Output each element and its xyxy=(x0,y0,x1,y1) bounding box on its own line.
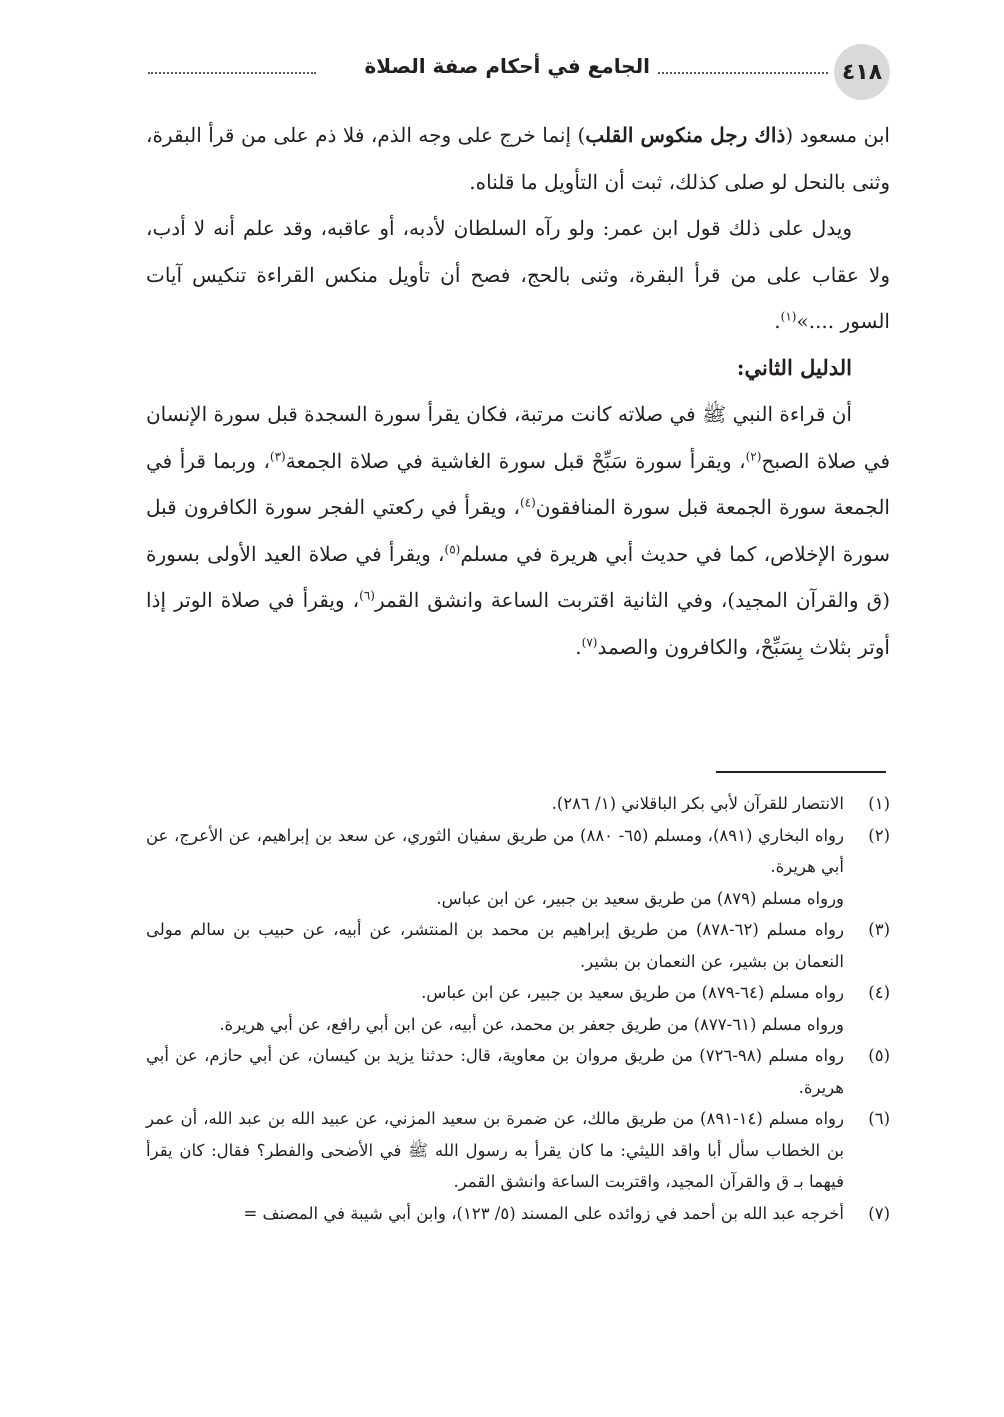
paragraph-3-end: . xyxy=(575,634,582,659)
paragraph-3-part-a: أن قراءة النبي ﷺ في صلاته كانت مرتبة، فكان يقرأ سورة السجدة قبل سورة الإنسان في صلاة الصبح xyxy=(145,402,891,473)
footnote-number: (٧) xyxy=(868,1203,890,1223)
footnote xyxy=(146,977,890,1009)
footnote-number: (٣) xyxy=(868,920,890,939)
page-header xyxy=(145,44,890,104)
footnote-separator xyxy=(716,771,886,773)
paragraph-3-part-c: ، وربما قرأ في الجمعة سورة الجمعة قبل سورة المنافقون xyxy=(146,448,890,519)
footnote xyxy=(146,820,890,883)
footnote-number: (٢) xyxy=(868,825,890,845)
paragraph-2 xyxy=(146,205,890,345)
footnote-ref-3: (٣) xyxy=(269,448,286,463)
quoted-phrase: ذاك رجل منكوس القلب xyxy=(585,123,786,147)
main-text xyxy=(146,112,890,670)
footnote-text: أخرجه عبد الله بن أحمد في زوائده على المسند (٥/ ١٢٣)، وابن أبي شيبة في المصنف = xyxy=(243,1203,844,1223)
paragraph-3 xyxy=(146,391,890,670)
footnote xyxy=(146,1198,890,1230)
paragraph-3-part-d: ، ويقرأ في ركعتي الفجر سورة الكافرون قبل سورة الإخلاص، كما في حديث أبي هريرة في مسلم xyxy=(146,495,890,566)
page-number: ٤١٨ xyxy=(834,44,890,100)
footnote-text: رواه مسلم (٩٨-٧٢٦) من طريق مروان بن معاوية، قال: حدثنا يزيد بن كيسان، عن أبي حازم، عن أبي هريرة. xyxy=(146,1046,844,1097)
footnote-number: (٦) xyxy=(868,1109,890,1128)
footnote xyxy=(146,1040,890,1103)
footnote-text: رواه مسلم (٦٢-٨٧٨) من طريق إبراهيم بن محمد بن المنتشر، عن أبيه، عن حبيب بن سالم مولى النعمان بن بشير، عن النعمان بن بشير. xyxy=(146,920,844,971)
footnote-ref-1: (١) xyxy=(780,309,797,324)
footnote xyxy=(146,788,890,820)
footnote-ref-6: (٦) xyxy=(359,588,375,603)
paragraph-3-part-b: ، ويقرأ سورة سَبِّحْ قبل سورة الغاشية في صلاة الجمعة xyxy=(285,448,746,473)
footnote-ref-4: (٤) xyxy=(519,495,536,510)
footnote-text: الانتصار للقرآن لأبي بكر الباقلاني (١/ ٢٨٦). xyxy=(551,794,844,813)
footnote-number: (٤) xyxy=(868,983,890,1002)
paragraph-2-text: ويدل على ذلك قول ابن عمر: ولو رآه السلطان لأدبه، أو عاقبه، وقد علم أنه لا أدب، ولا عقاب على من قرأ البقرة، وثنى بالحج، فصح أن تأويل منكس القراءة تنكيس آيات السور ....» xyxy=(146,216,890,333)
footnote-ref-5: (٥) xyxy=(444,541,461,556)
footnote-number: (٥) xyxy=(868,1046,890,1065)
footnotes xyxy=(146,788,890,1229)
footnote-text: رواه البخاري (٨٩١)، ومسلم (٦٥- ٨٨٠) من طريق سفيان الثوري، عن سعد بن إبراهيم، عن الأعرج، عن أبي هريرة. xyxy=(146,825,844,876)
paragraph-1-start: ابن مسعود ( xyxy=(785,123,890,147)
header-dotted-rule-left xyxy=(148,72,316,74)
footnote xyxy=(146,1103,890,1198)
paragraph-3-part-f: ، ويقرأ في صلاة الوتر إذا أوتر بثلاث بِسَبِّحْ، والكافرون والصمد xyxy=(146,588,890,659)
footnote-continuation: ورواه مسلم (٨٧٩) من طريق سعيد بن جبير، عن ابن عباس. xyxy=(436,888,844,908)
footnote-text: رواه مسلم (١٤-٨٩١) من طريق مالك، عن ضمرة بن سعيد المزني، عن عبيد الله بن عبد الله، أن عمر بن الخطاب سأل أبا واقد الليثي: ما كان يقرأ به رسول الله ﷺ في الأضحى والفطر؟ فقال: كان يقرأ فيهما بـ ق والقرآن المجيد، واقتربت الساعة وانشق القمر. xyxy=(146,1109,844,1191)
footnote-number: (١) xyxy=(868,794,890,813)
section-heading: الدليل الثاني: xyxy=(736,354,852,380)
paragraph-3-part-e: ، ويقرأ في صلاة العيد الأولى بسورة (ق والقرآن المجيد)، وفي الثانية اقتربت الساعة وانشق القمر xyxy=(146,541,890,612)
paragraph-1-end: ) إنما خرج على وجه الذم، فلا ذم على من قرأ البقرة، وثنى بالنحل لو صلى كذلك، ثبت أن التأويل ما قلناه. xyxy=(146,123,890,194)
paragraph-2-end: . xyxy=(774,309,781,333)
footnote-ref-2: (٢) xyxy=(745,448,762,463)
header-dotted-rule-right xyxy=(658,72,828,74)
footnote-text: رواه مسلم (٦٤-٨٧٩) من طريق سعيد بن جبير، عن ابن عباس. xyxy=(421,983,844,1002)
footnote-continuation: ورواه مسلم (٦١-٨٧٧) من طريق جعفر بن محمد، عن أبيه، عن ابن أبي رافع، عن أبي هريرة. xyxy=(219,1014,844,1034)
footnote xyxy=(146,914,890,977)
running-title: الجامع في أحكام صفة الصلاة xyxy=(364,54,650,78)
footnote-ref-7: (٧) xyxy=(581,634,598,649)
paragraph-1 xyxy=(146,112,890,205)
